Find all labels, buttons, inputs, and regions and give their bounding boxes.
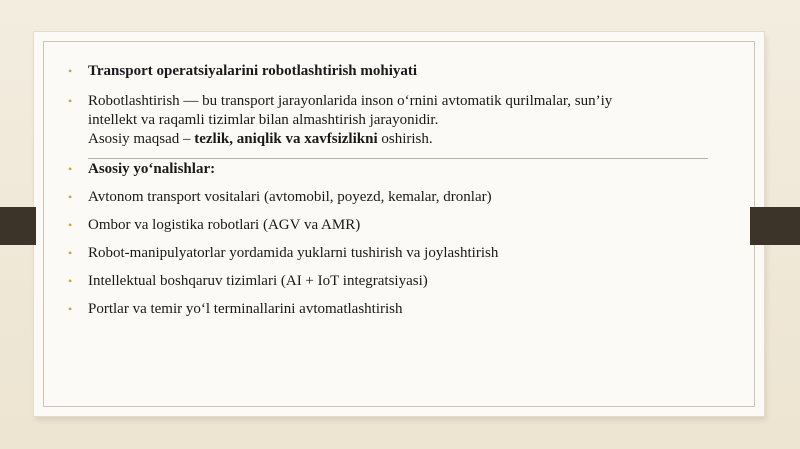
bullet-directions-heading (66, 160, 215, 179)
goal-line (88, 130, 728, 149)
definition-line-1: Robotlashtirish — bu transport jarayonlarida inson o‘rnini avtomatik qurilmalar, sun’iy (88, 93, 613, 109)
direction-item (66, 272, 428, 291)
direction-text: Intellektual boshqaruv tizimlari (AI + IoT integratsiyasi) (88, 273, 428, 289)
right-edge-tab (750, 207, 800, 245)
goal-suffix: oshirish. (377, 131, 433, 147)
bullet-icon: • (68, 218, 73, 232)
bullet-icon: • (68, 274, 73, 288)
bullet-icon: • (68, 94, 73, 108)
bullet-icon: • (68, 302, 73, 316)
direction-item (66, 216, 360, 235)
direction-text: Avtonom transport vositalari (avtomobil, poyezd, kemalar, dronlar) (88, 189, 492, 205)
direction-item (66, 300, 403, 319)
bullet-icon: • (68, 64, 73, 78)
direction-text: Robot-manipulyatorlar yordamida yuklarni tushirish va joylashtirish (88, 245, 499, 261)
direction-text: Portlar va temir yo‘l terminallarini avtomatlashtirish (88, 301, 403, 317)
bullet-icon: • (68, 162, 73, 176)
goal-prefix: Asosiy maqsad – (88, 131, 195, 147)
bullet-title (66, 62, 417, 81)
directions-heading: Asosiy yo‘nalishlar: (88, 161, 216, 177)
direction-item (66, 244, 498, 263)
bullet-icon: • (68, 246, 73, 260)
goal-bold: tezlik, aniqlik va xavfsizlikni (194, 131, 378, 147)
section-divider (88, 158, 708, 159)
direction-text: Ombor va logistika robotlari (AGV va AMR) (88, 217, 361, 233)
direction-item (66, 188, 492, 207)
bullet-definition (66, 92, 728, 149)
definition-line-2: intellekt va raqamli tizimlar bilan almashtirish jarayonidir. (88, 112, 439, 128)
slide-title: Transport operatsiyalarini robotlashtirish mohiyati (88, 63, 418, 79)
bullet-icon: • (68, 190, 73, 204)
left-edge-tab (0, 207, 36, 245)
